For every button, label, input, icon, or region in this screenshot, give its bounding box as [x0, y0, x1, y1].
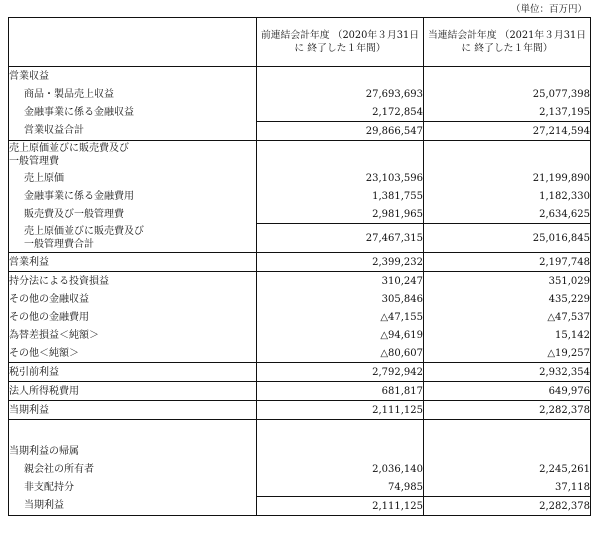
row-curr-value: 21,199,890: [424, 169, 591, 187]
table-row: [9, 308, 591, 326]
row-curr-value: 435,229: [424, 290, 591, 308]
table-row: [9, 103, 591, 122]
row-prev-value: 310,247: [257, 272, 424, 291]
row-curr-value: 25,016,845: [424, 224, 591, 253]
header-prev-period: 前連結会計年度 （2020年３月31日に 終了した１年間）: [257, 18, 424, 67]
table-row: [9, 344, 591, 363]
row-prev-value: 23,103,596: [257, 169, 424, 187]
row-curr-value: 2,197,748: [424, 253, 591, 272]
spacer-cell: [257, 420, 424, 443]
row-curr-value: 2,634,625: [424, 205, 591, 224]
row-prev-value: 74,985: [257, 478, 424, 497]
row-label: 当期利益: [9, 497, 257, 516]
table-row: [9, 442, 591, 460]
row-prev-value: △47,155: [257, 308, 424, 326]
row-curr-value: 649,976: [424, 382, 591, 401]
row-curr-value: △47,537: [424, 308, 591, 326]
spacer-cell: [9, 420, 257, 443]
row-label: 商品・製品売上収益: [9, 85, 257, 103]
table-row: [9, 253, 591, 272]
table-row: [9, 187, 591, 205]
row-prev-value: [257, 141, 424, 170]
row-prev-value: 2,111,125: [257, 401, 424, 420]
row-label: 売上原価並びに販売費及び 一般管理費合計: [9, 224, 257, 253]
row-prev-value: 681,817: [257, 382, 424, 401]
header-blank-cell: [9, 18, 257, 67]
row-label: 売上原価並びに販売費及び 一般管理費: [9, 141, 257, 170]
income-statement-table: [8, 17, 591, 516]
row-label: 営業収益: [9, 67, 257, 86]
row-label: その他＜純額＞: [9, 344, 257, 363]
row-curr-value: 2,245,261: [424, 460, 591, 478]
row-prev-value: 2,399,232: [257, 253, 424, 272]
row-prev-value: △94,619: [257, 326, 424, 344]
table-row: [9, 326, 591, 344]
table-row: [9, 67, 591, 86]
row-curr-value: 2,282,378: [424, 401, 591, 420]
row-prev-value: 29,866,547: [257, 122, 424, 141]
row-prev-value: 2,111,125: [257, 497, 424, 516]
row-prev-value: △80,607: [257, 344, 424, 363]
row-label: 営業収益合計: [9, 122, 257, 141]
row-label: 営業利益: [9, 253, 257, 272]
table-row: [9, 169, 591, 187]
table-row: [9, 122, 591, 141]
row-curr-value: [424, 67, 591, 86]
table-header-row: [9, 18, 591, 67]
row-curr-value: 25,077,398: [424, 85, 591, 103]
row-curr-value: 351,029: [424, 272, 591, 291]
table-row: [9, 363, 591, 382]
unit-label: （単位：百万円）: [510, 4, 587, 15]
table-row: [9, 85, 591, 103]
row-prev-value: 305,846: [257, 290, 424, 308]
row-curr-value: 37,118: [424, 478, 591, 497]
row-prev-value: 2,172,854: [257, 103, 424, 122]
row-curr-value: △19,257: [424, 344, 591, 363]
row-curr-value: 1,182,330: [424, 187, 591, 205]
row-label: その他の金融費用: [9, 308, 257, 326]
row-label: 税引前利益: [9, 363, 257, 382]
header-curr-period: 当連結会計年度 （2021年３月31日に 終了した１年間）: [424, 18, 591, 67]
row-curr-value: [424, 442, 591, 460]
row-label: 販売費及び一般管理費: [9, 205, 257, 224]
row-prev-value: 2,036,140: [257, 460, 424, 478]
table-row: [9, 401, 591, 420]
row-curr-value: [424, 141, 591, 170]
row-curr-value: 15,142: [424, 326, 591, 344]
row-curr-value: 2,282,378: [424, 497, 591, 516]
row-prev-value: [257, 442, 424, 460]
table-row: [9, 460, 591, 478]
row-prev-value: 2,981,965: [257, 205, 424, 224]
row-curr-value: 27,214,594: [424, 122, 591, 141]
row-label: 金融事業に係る金融収益: [9, 103, 257, 122]
row-label: 親会社の所有者: [9, 460, 257, 478]
row-label: 金融事業に係る金融費用: [9, 187, 257, 205]
row-label: 法人所得税費用: [9, 382, 257, 401]
row-prev-value: 27,693,693: [257, 85, 424, 103]
table-row: [9, 272, 591, 291]
table-row: [9, 382, 591, 401]
row-prev-value: 27,467,315: [257, 224, 424, 253]
row-label: 売上原価: [9, 169, 257, 187]
table-row: [9, 205, 591, 224]
row-prev-value: [257, 67, 424, 86]
row-curr-value: 2,932,354: [424, 363, 591, 382]
row-label: 持分法による投資損益: [9, 272, 257, 291]
row-label: 当期利益: [9, 401, 257, 420]
spacer-cell: [424, 420, 591, 443]
row-label: 当期利益の帰属: [9, 442, 257, 460]
row-label: 非支配持分: [9, 478, 257, 497]
table-spacer-row: [9, 420, 591, 443]
table-row: [9, 478, 591, 497]
table-row: [9, 497, 591, 516]
row-label: その他の金融収益: [9, 290, 257, 308]
table-row: [9, 224, 591, 253]
row-prev-value: 2,792,942: [257, 363, 424, 382]
table-row: [9, 290, 591, 308]
row-label: 為替差損益＜純額＞: [9, 326, 257, 344]
row-prev-value: 1,381,755: [257, 187, 424, 205]
row-curr-value: 2,137,195: [424, 103, 591, 122]
table-row: [9, 141, 591, 170]
